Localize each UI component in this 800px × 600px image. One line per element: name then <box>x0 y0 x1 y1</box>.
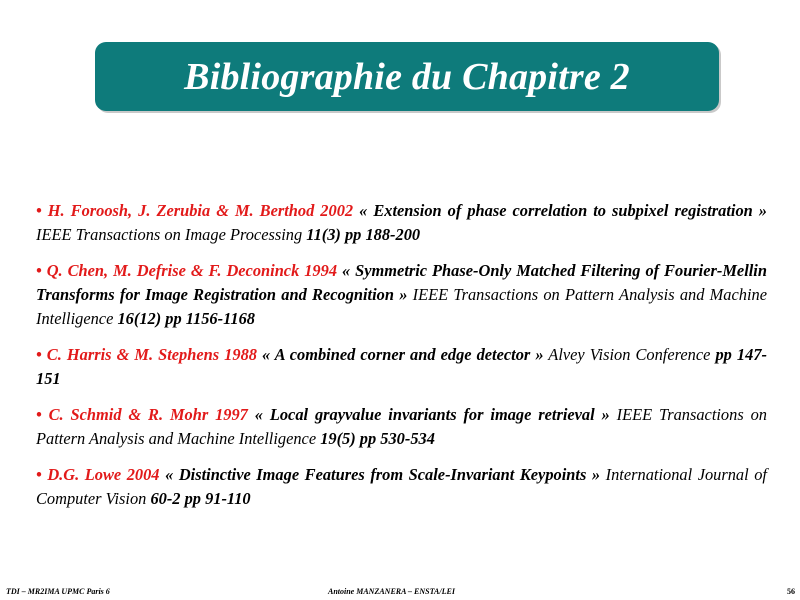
footer-course: TDI – MR2IMA UPMC Paris 6 <box>6 587 110 596</box>
reference-list <box>36 199 767 523</box>
reference-venue: IEEE Transactions on Pattern Analysis and Machine Intelligence <box>36 405 767 448</box>
reference-item <box>36 343 767 391</box>
reference-bullet: • <box>36 261 47 280</box>
reference-venue: Alvey Vision Conference <box>543 345 716 364</box>
reference-details: 16(12) pp 1156-1168 <box>117 309 255 328</box>
reference-title: « Extension of phase correlation to subpixel registration » <box>359 201 767 220</box>
reference-bullet: • <box>36 201 48 220</box>
reference-details: pp 147-151 <box>36 345 767 388</box>
reference-authors: C. Schmid & R. Mohr 1997 <box>48 405 248 424</box>
reference-bullet: • <box>36 465 48 484</box>
reference-authors: C. Harris & M. Stephens 1988 <box>46 345 257 364</box>
reference-item <box>36 259 767 331</box>
reference-details: 60-2 pp 91-110 <box>150 489 251 508</box>
reference-venue: IEEE Transactions on Image Processing <box>36 225 307 244</box>
reference-venue: IEEE Transactions on Pattern Analysis and Machine Intelligence <box>36 285 767 328</box>
reference-authors: H. Foroosh, J. Zerubia & M. Berthod 2002 <box>47 201 354 220</box>
page-title: Bibliographie du Chapitre 2 <box>184 55 630 98</box>
reference-item <box>36 463 767 511</box>
reference-title: « Symmetric Phase-Only Matched Filtering of Fourier-Mellin Transforms for Image Registration and Recognition » <box>36 261 767 304</box>
reference-details: 19(5) pp 530-534 <box>320 429 435 448</box>
reference-details: 11(3) pp 188-200 <box>306 225 421 244</box>
reference-item <box>36 403 767 451</box>
reference-authors: Q. Chen, M. Defrise & F. Deconinck 1994 <box>46 261 338 280</box>
reference-title: « A combined corner and edge detector » <box>262 345 544 364</box>
reference-bullet: • <box>36 405 49 424</box>
reference-item <box>36 199 767 247</box>
reference-venue: International Journal of Computer Vision <box>36 465 767 508</box>
reference-bullet: • <box>36 345 47 364</box>
reference-title: « Distinctive Image Features from Scale-Invariant Keypoints » <box>165 465 601 484</box>
reference-authors: D.G. Lowe 2004 <box>47 465 160 484</box>
title-banner <box>95 42 719 111</box>
reference-title: « Local grayvalue invariants for image retrieval » <box>254 405 610 424</box>
page-number: 56 <box>787 587 795 596</box>
footer-author: Antoine MANZANERA – ENSTA/LEI <box>328 587 455 596</box>
